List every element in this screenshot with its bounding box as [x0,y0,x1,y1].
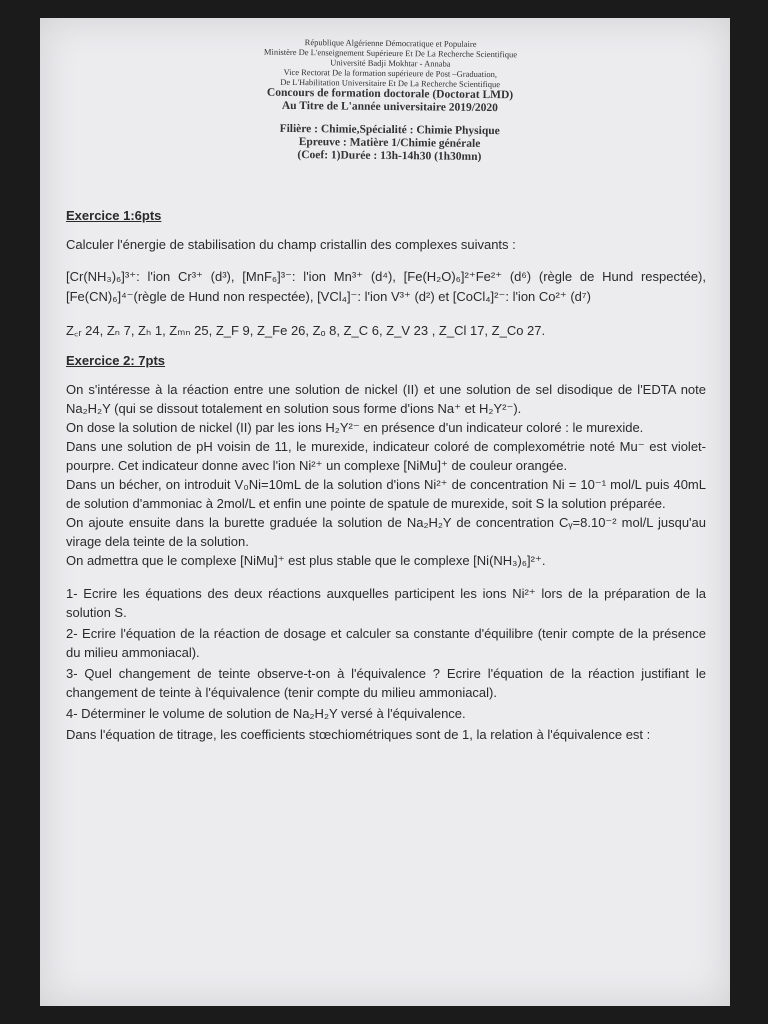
question-3: 3- Quel changement de teinte observe-t-on à l'équivalence ? Ecrire l'équation de la réaction justifiant le changement de teinte à l'équivalence (tenir compte du milieu ammoniacal). [66,666,706,700]
exam-page [40,18,730,1006]
exercise-2-paragraph-3: Dans une solution de pH voisin de 11, le murexide, indicateur coloré de complexométrie noté Mu⁻ est violet-pourpre. Cet indicateur donne avec l'ion Ni²⁺ un complexe [NiMu]⁺ de couleur orangée. [66,439,706,473]
header-year: Au Titre de L'année universitaire 2019/2020 [281,99,499,115]
exercise-2-paragraph-6: On admettra que le complexe [NiMu]⁺ est plus stable que le complexe [Ni(NH₃)₆]²⁺. [66,553,546,568]
header-contest: Concours de formation doctorale (Doctorat LMD) [266,86,514,102]
exercise-1-title: Exercice 1:6pts [66,208,162,223]
header-epreuve: Epreuve : Matière 1/Chimie générale [298,136,481,150]
exam-header [179,36,600,165]
header-university: Université Badji Mokhtar - Annaba [330,57,451,69]
header-habilitation: De L'Habilitation Universitaire Et De La Recherche Scientifique [280,76,501,90]
exercise-2-paragraph-5: On ajoute ensuite dans la burette graduée la solution de Na₂H₂Y de concentration Cᵧ=8.10⁻² mol/L jusqu'au virage dela teinte de la solution. [66,515,706,549]
question-4: 4- Déterminer le volume de solution de Na₂H₂Y versé à l'équivalence. [66,706,466,721]
header-republic: République Algérienne Démocratique et Populaire [304,37,477,49]
header-ministry: Ministère De L'enseignement Supérieure Et De La Recherche Scientifique [263,46,518,60]
header-coef: (Coef: 1)Durée : 13h-14h30 (1h30mn) [297,149,482,163]
exercise-2 [66,353,706,744]
exercise-1 [66,208,706,341]
exercise-2-paragraph-1: On s'intéresse à la réaction entre une solution de nickel (II) et une solution de sel disodique de l'EDTA note Na₂H₂Y (qui se dissout totalement en solution sous forme d'ions Na⁺ et H₂Y²⁻). [66,382,706,416]
header-filiere: Filière : Chimie,Spécialité : Chimie Physique [279,122,500,138]
question-1: 1- Ecrire les équations des deux réactions auxquelles participent les ions Ni²⁺ lors de la préparation de la solution S. [66,586,706,620]
header-vice-rectorat: Vice Rectorat De la formation supérieure de Post –Graduation, [283,66,498,80]
exercise-1-intro: Calculer l'énergie de stabilisation du champ cristallin des complexes suivants : [66,237,516,252]
exercise-1-complexes: [Cr(NH₃)₆]³⁺: l'ion Cr³⁺ (d³), [MnF₆]³⁻: l'ion Mn³⁺ (d⁴), [Fe(H₂O)₆]²⁺Fe²⁺ (d⁶) (règle de Hund respectée), [Fe(CN)₆]⁴⁻(règle de Hund non respectée), [VCl₄]⁻: l'ion V³⁺ (d²) et [CoCl₄]²⁻: l'ion Co²⁺ (d⁷) [66,269,706,304]
exercise-2-paragraph-7: Dans l'équation de titrage, les coefficients stœchiométriques sont de 1, la relation à l'équivalence est : [66,727,651,742]
exercise-1-atomic-numbers: Z꜀ᵣ 24, Zₙ 7, Zₕ 1, Zₘₙ 25, Z_F 9, Z_Fe 26, Zₒ 8, Z_C 6, Z_V 23 , Z_Cl 17, Z_Co 27. [66,323,546,338]
question-2: 2- Ecrire l'équation de la réaction de dosage et calculer sa constante d'équilibre (tenir compte de la présence du milieu ammoniacal). [66,626,706,660]
exercise-2-paragraph-2: On dose la solution de nickel (II) par les ions H₂Y²⁻ en présence d'un indicateur coloré : le murexide. [66,420,644,435]
exercise-2-title: Exercice 2: 7pts [66,353,166,368]
exercise-2-paragraph-4: Dans un bécher, on introduit V₀Ni=10mL de la solution d'ions Ni²⁺ de concentration Ni = 10⁻¹ mol/L puis 40mL de solution d'ammoniac à 2mol/L et enfin une pointe de spatule de murexide, soit S la solution préparée. [66,477,706,511]
exam-content [66,208,706,744]
